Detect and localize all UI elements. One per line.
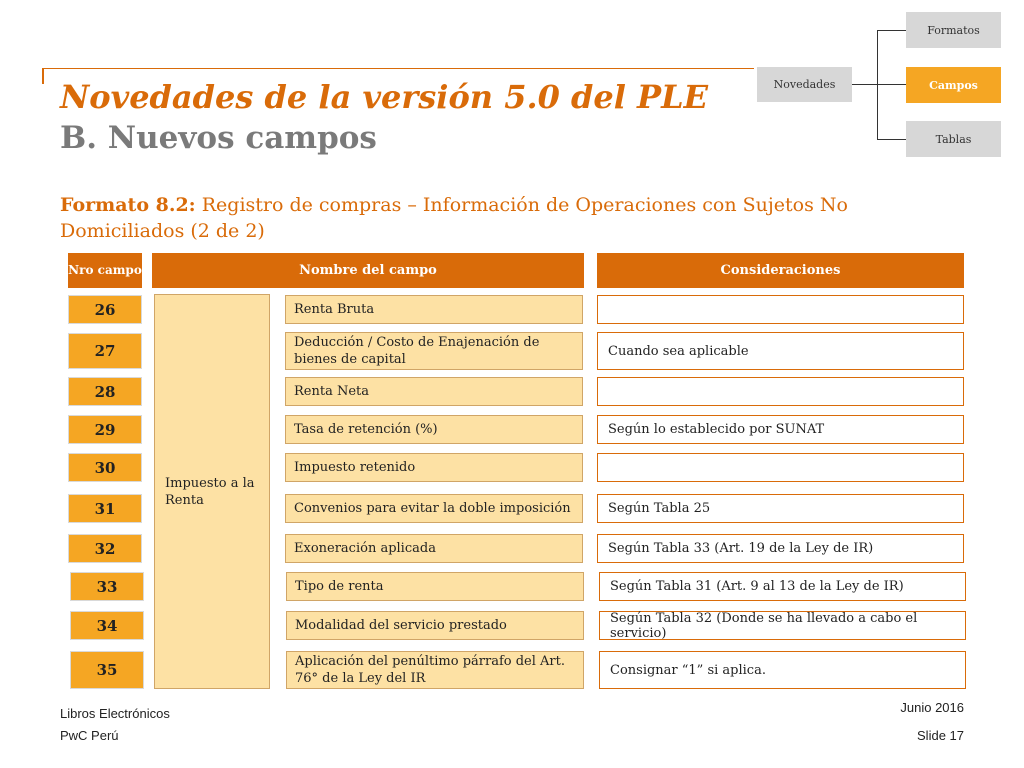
field-number: 27	[68, 333, 142, 369]
nav-novedades[interactable]: Novedades	[757, 67, 852, 102]
field-name: Impuesto retenido	[285, 453, 583, 482]
field-number: 26	[68, 295, 142, 324]
header-nombre-campo: Nombre del campo	[152, 253, 584, 288]
nav-connector-campos	[877, 84, 906, 85]
field-name: Tipo de renta	[286, 572, 584, 601]
field-number: 34	[70, 611, 144, 640]
field-number: 35	[70, 651, 144, 689]
field-name: Convenios para evitar la doble imposición	[285, 494, 583, 523]
field-name: Exoneración aplicada	[285, 534, 583, 563]
field-number: 29	[68, 415, 142, 444]
format-label: Formato 8.2:	[60, 194, 196, 216]
field-consideration: Consignar “1” si aplica.	[599, 651, 966, 689]
title-bracket	[42, 68, 44, 84]
field-consideration: Según Tabla 25	[597, 494, 964, 523]
header-nro-campo: Nro campo	[68, 253, 142, 288]
footer-libros: Libros Electrónicos	[60, 706, 170, 721]
format-text: Registro de compras – Información de Operaciones con Sujetos No Domiciliados (2 de 2)	[60, 194, 848, 242]
nav-formatos[interactable]: Formatos	[906, 12, 1001, 48]
field-number: 33	[70, 572, 144, 601]
field-consideration	[597, 377, 964, 406]
page-subtitle: B. Nuevos campos	[60, 120, 377, 156]
field-consideration: Según Tabla 31 (Art. 9 al 13 de la Ley de IR)	[599, 572, 966, 601]
nav-tablas[interactable]: Tablas	[906, 121, 1001, 157]
format-description	[60, 192, 940, 244]
field-consideration: Según Tabla 32 (Donde se ha llevado a cabo el servicio)	[599, 611, 966, 640]
header-consideraciones: Consideraciones	[597, 253, 964, 288]
field-number: 31	[68, 494, 142, 523]
field-name: Renta Bruta	[285, 295, 583, 324]
field-consideration: Según Tabla 33 (Art. 19 de la Ley de IR)	[597, 534, 964, 563]
nav-campos[interactable]: Campos	[906, 67, 1001, 103]
nav-connector-tablas	[877, 139, 906, 140]
nav-connector	[852, 84, 878, 85]
group-impuesto-renta: Impuesto a la Renta	[154, 294, 270, 689]
field-name: Modalidad del servicio prestado	[286, 611, 584, 640]
field-number: 32	[68, 534, 142, 563]
title-rule	[42, 68, 754, 69]
field-consideration	[597, 453, 964, 482]
footer-pwc: PwC Perú	[60, 728, 119, 743]
footer-date: Junio 2016	[900, 700, 964, 715]
field-consideration: Cuando sea aplicable	[597, 332, 964, 370]
field-number: 28	[68, 377, 142, 406]
nav-connector-formatos	[877, 30, 906, 31]
field-name: Aplicación del penúltimo párrafo del Art. 76° de la Ley del IR	[286, 651, 584, 689]
field-name: Renta Neta	[285, 377, 583, 406]
slide-number: Slide 17	[917, 728, 964, 743]
nav-connector-vertical	[877, 30, 878, 140]
field-name: Tasa de retención (%)	[285, 415, 583, 444]
page-title: Novedades de la versión 5.0 del PLE	[60, 78, 708, 116]
field-consideration: Según lo establecido por SUNAT	[597, 415, 964, 444]
field-number: 30	[68, 453, 142, 482]
field-name: Deducción / Costo de Enajenación de bienes de capital	[285, 332, 583, 370]
field-consideration	[597, 295, 964, 324]
